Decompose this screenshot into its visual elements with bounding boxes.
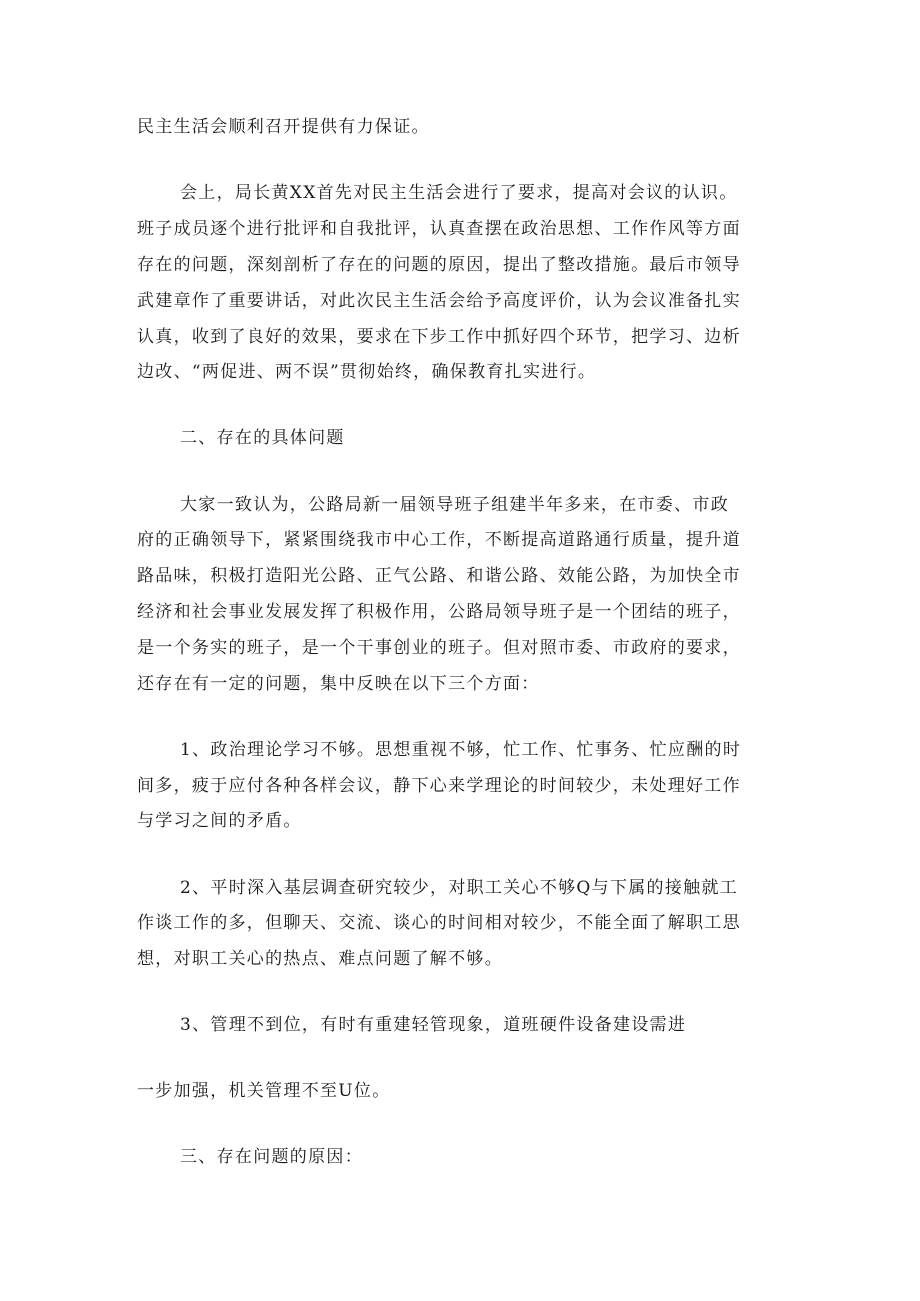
list-item-line: 2、平时深入基层调查研究较少，对职工关心不够Q与下属的接触就工 <box>180 878 739 898</box>
list-item-line: 与学习之间的矛盾。 <box>137 811 302 831</box>
paragraph-line: 是一个务实的班子，是一个干事创业的班子。但对照市委、市政府的要求， <box>137 638 741 658</box>
paragraph-line: 经济和社会事业发展发挥了积极作用，公路局领导班子是一个团结的班子， <box>137 602 741 622</box>
paragraph-line: 存在的问题，深刻剖析了存在的问题的原因，提出了整改措施。最后市领导 <box>137 255 741 275</box>
list-item-line: 1、政治理论学习不够。思想重视不够，忙工作、忙事务、忙应酬的时 <box>180 740 742 760</box>
paragraph-line: 还存在有一定的问题，集中反映在以下三个方面： <box>137 674 540 694</box>
list-item-line: 想，对职工关心的热点、难点问题了解不够。 <box>137 949 503 969</box>
paragraph-line: 认真，收到了良好的效果，要求在下步工作中抓好四个环节，把学习、边析 <box>137 327 741 347</box>
paragraph-line: 府的正确领导下，紧紧围绕我市中心工作，不断提高道路通行质量，提升道 <box>137 530 741 550</box>
list-item-line: 作谈工作的多，但聊天、交流、谈心的时间相对较少，不能全面了解职工思 <box>137 913 741 933</box>
list-item-line: 3、管理不到位，有时有重建轻管现象，道班硬件设备建设需进 <box>180 1015 687 1035</box>
section-heading: 三、存在问题的原因： <box>180 1147 363 1167</box>
section-heading: 二、存在的具体问题 <box>180 428 345 448</box>
paragraph-line: 路品味，积极打造阳光公路、正气公路、和谐公路、效能公路，为加快全市 <box>137 566 741 586</box>
paragraph-line: 边改、“两促进、两不误”贯彻始终，确保教育扎实进行。 <box>137 362 597 382</box>
paragraph-line: 会上，局长黄XX首先对民主生活会进行了要求，提高对会议的认识。 <box>180 183 738 203</box>
paragraph-line: 班子成员逐个进行批评和自我批评，认真查摆在政治思想、工作作风等方面 <box>137 219 741 239</box>
list-item-line: 间多，疲于应付各种各样会议，静下心来学理论的时间较少，未处理好工作 <box>137 776 741 796</box>
paragraph-line: 大家一致认为，公路局新一届领导班子组建半年多来，在市委、市政 <box>180 495 729 515</box>
paragraph-line: 武建章作了重要讲话，对此次民主生活会给予高度评价，认为会议准备扎实 <box>137 291 741 311</box>
list-item-line: 一步加强，机关管理不至U位。 <box>137 1081 391 1101</box>
paragraph-line: 民主生活会顺利召开提供有力保证。 <box>137 117 430 137</box>
